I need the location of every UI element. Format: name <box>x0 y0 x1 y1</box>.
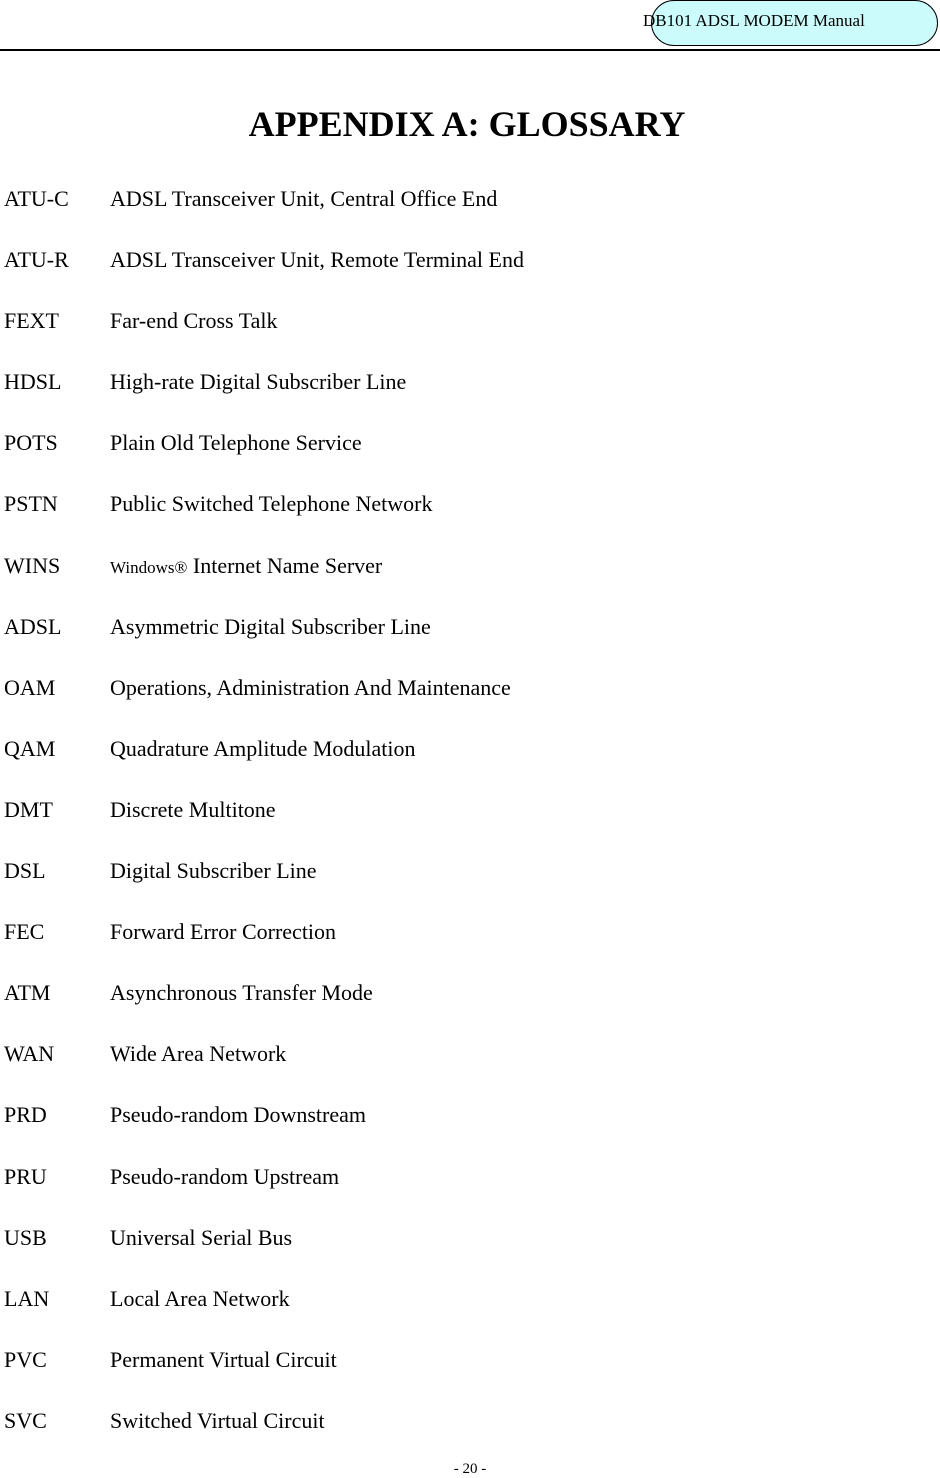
glossary-definition: Asynchronous Transfer Mode <box>110 980 373 1006</box>
glossary-term: PRD <box>4 1102 47 1128</box>
glossary-row <box>0 977 940 1038</box>
glossary-definition: Switched Virtual Circuit <box>110 1407 325 1433</box>
glossary-row <box>0 1038 940 1099</box>
header-divider <box>0 49 940 51</box>
glossary-term: ATU-R <box>4 247 69 273</box>
glossary-term: OAM <box>4 674 56 700</box>
glossary-definition: Far-end Cross Talk <box>110 308 278 334</box>
glossary-row <box>0 305 940 366</box>
glossary-row <box>0 366 940 427</box>
glossary-definition-prefix: Windows® <box>110 557 188 577</box>
glossary-definition: Operations, Administration And Maintenance <box>110 674 511 700</box>
glossary-definition: Public Switched Telephone Network <box>110 491 433 517</box>
glossary-definition: Permanent Virtual Circuit <box>110 1346 337 1372</box>
glossary-row <box>0 1099 940 1160</box>
glossary-row <box>0 672 940 733</box>
glossary-definition: Universal Serial Bus <box>110 1224 293 1250</box>
glossary-row <box>0 794 940 855</box>
glossary-definition: Pseudo-random Upstream <box>110 1163 340 1189</box>
glossary-term: LAN <box>4 1285 50 1311</box>
glossary-definition: Discrete Multitone <box>110 796 276 822</box>
glossary-term: DMT <box>4 796 53 822</box>
glossary-term: USB <box>4 1224 47 1250</box>
glossary-definition: Pseudo-random Downstream <box>110 1102 367 1128</box>
glossary-row <box>0 1161 940 1222</box>
glossary-row <box>0 244 940 305</box>
glossary-row <box>0 1222 940 1283</box>
glossary-definition: Wide Area Network <box>110 1041 287 1067</box>
glossary-row <box>0 1405 940 1466</box>
glossary-row <box>0 611 940 672</box>
page-number: - 20 - <box>453 1461 487 1477</box>
page-title: APPENDIX A: GLOSSARY <box>248 104 686 144</box>
glossary-term: DSL <box>4 858 46 884</box>
glossary-list <box>0 183 940 1466</box>
glossary-term: ATU-C <box>4 186 69 211</box>
glossary-term: ADSL <box>4 613 62 639</box>
glossary-definition: ADSL Transceiver Unit, Central Office End <box>110 186 498 211</box>
glossary-term: FEC <box>4 919 45 945</box>
glossary-definition: High-rate Digital Subscriber Line <box>110 369 407 395</box>
glossary-term: WAN <box>4 1041 55 1067</box>
glossary-definition: Forward Error Correction <box>110 919 337 945</box>
glossary-row <box>0 427 940 488</box>
glossary-definition: Quadrature Amplitude Modulation <box>110 735 416 761</box>
glossary-term: WINS <box>4 552 61 578</box>
glossary-row <box>0 1344 940 1405</box>
glossary-row <box>0 916 940 977</box>
glossary-term: PVC <box>4 1346 47 1372</box>
glossary-term: HDSL <box>4 369 62 395</box>
glossary-term: POTS <box>4 430 58 456</box>
glossary-row <box>0 733 940 794</box>
glossary-term: FEXT <box>4 308 59 334</box>
glossary-term: ATM <box>4 980 51 1006</box>
manual-title: DB101 ADSL MODEM Manual <box>643 11 865 30</box>
glossary-term: PSTN <box>4 491 58 517</box>
glossary-definition <box>110 550 382 584</box>
glossary-definition: Digital Subscriber Line <box>110 858 317 884</box>
glossary-definition-text: Internet Name Server <box>187 552 383 578</box>
glossary-term: SVC <box>4 1407 47 1433</box>
glossary-row <box>0 855 940 916</box>
glossary-row <box>0 1283 940 1344</box>
glossary-definition: Local Area Network <box>110 1285 290 1311</box>
glossary-row <box>0 183 940 244</box>
glossary-row <box>0 488 940 549</box>
glossary-row <box>0 550 940 611</box>
glossary-definition: ADSL Transceiver Unit, Remote Terminal End <box>110 247 524 273</box>
glossary-definition: Asymmetric Digital Subscriber Line <box>110 613 431 639</box>
glossary-term: PRU <box>4 1163 47 1189</box>
glossary-term: QAM <box>4 735 56 761</box>
glossary-definition: Plain Old Telephone Service <box>110 430 362 456</box>
